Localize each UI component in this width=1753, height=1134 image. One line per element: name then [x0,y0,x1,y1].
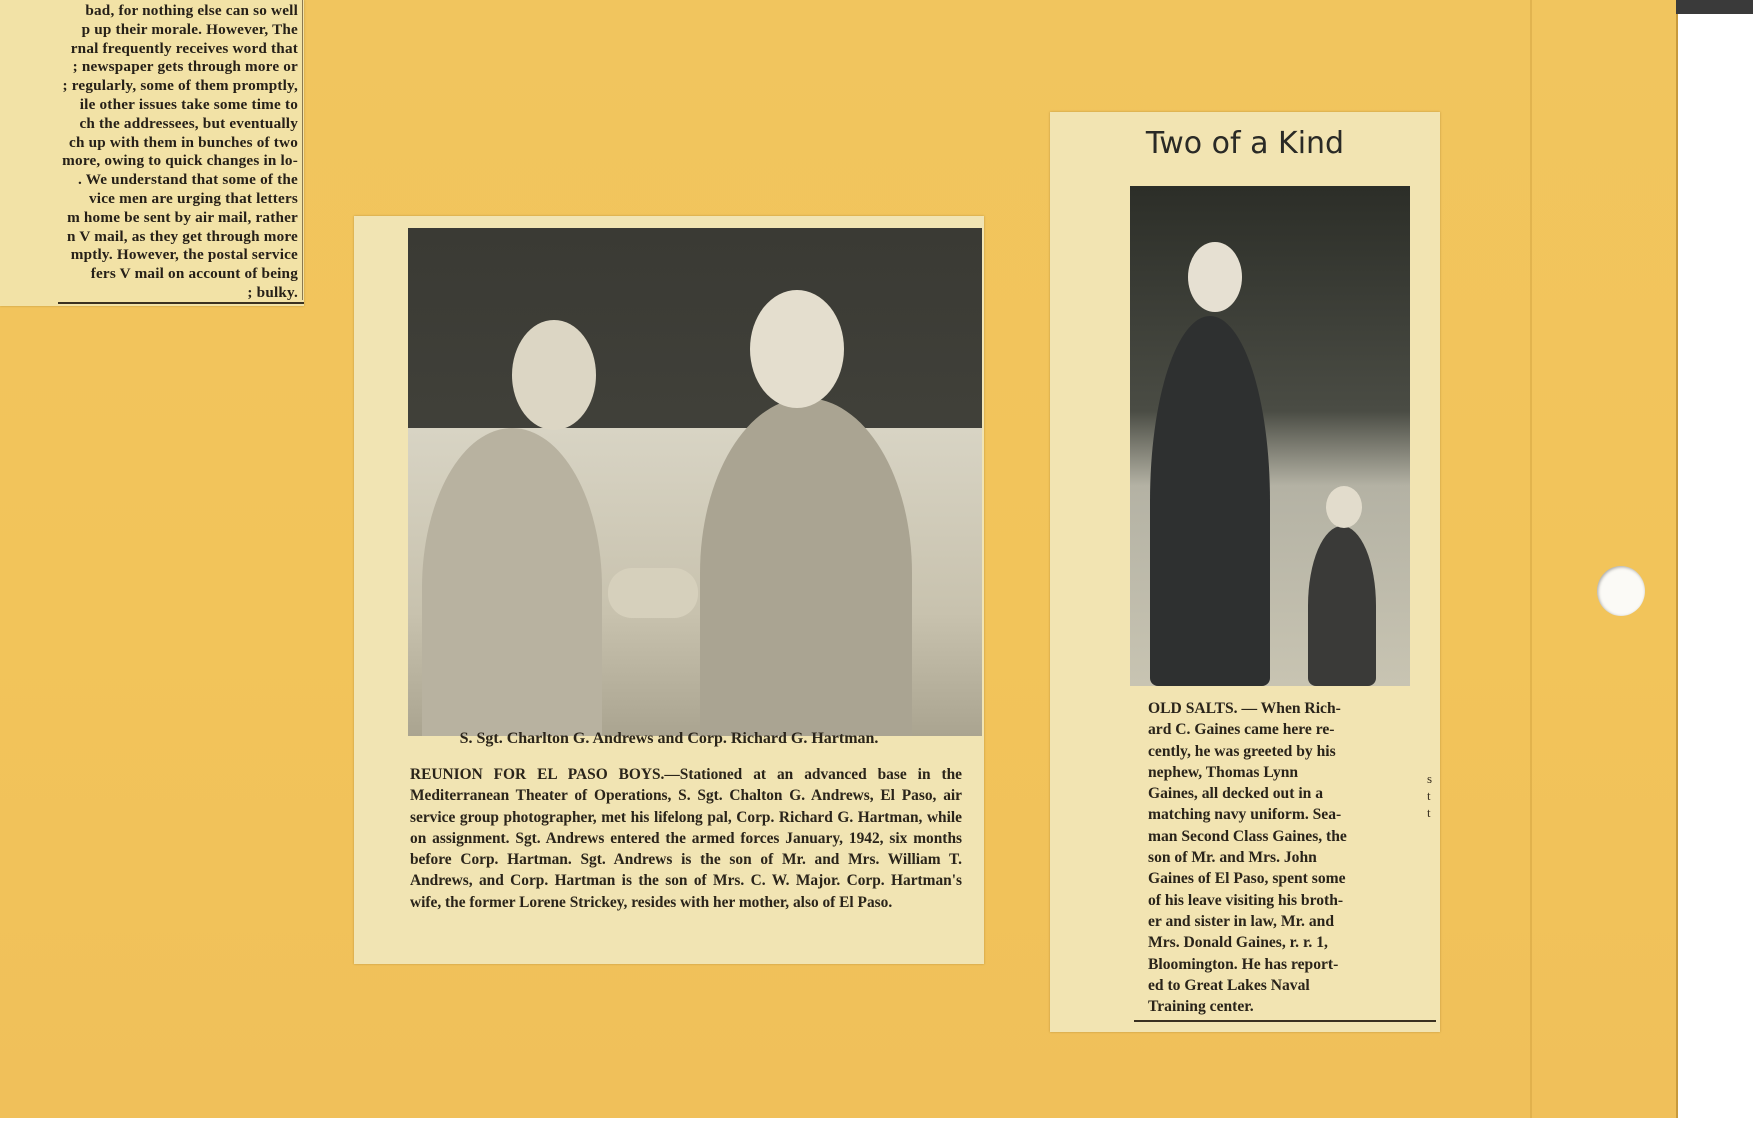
soldier-left-head [512,320,596,430]
clipping-body-line: nephew, Thomas Lynn [1148,763,1299,781]
handshake [608,568,698,618]
column-text-line: ; bulky. [247,283,298,301]
sailor-child-head [1326,486,1362,528]
clipping-body-line: man Second Class Gaines, the [1148,827,1347,845]
two-of-a-kind-clipping [1050,112,1440,1032]
reunion-photo [408,228,982,736]
clipping-body [1148,698,1398,1017]
column-text-line: vice men are urging that letters [89,189,298,207]
column-text-line: mptly. However, the postal service [70,246,298,264]
scan-bottom-margin [0,1118,1753,1134]
column-text-line: ch up with them in bunches of two [69,133,298,151]
column-text-line: . We understand that some of the [77,171,298,189]
column-text [0,2,298,303]
column-text-line: m home be sent by air mail, rather [67,208,298,226]
photo-caption: S. Sgt. Charlton G. Andrews and Corp. Richard G. Hartman. [459,730,879,747]
column-text-line: bad, for nothing else can so well [85,2,298,19]
sailors-photo [1130,186,1410,686]
column-end-rule [58,302,304,304]
torn-clipping-stub: s t t [1427,771,1433,820]
column-text-line: fers V mail on account of being [90,265,298,283]
clipping-body-line: cently, he was greeted by his [1148,742,1336,760]
soldier-left [422,428,602,736]
clipping-body-line: Bloomington. He has report- [1148,955,1339,973]
soldier-right [700,398,912,736]
column-text-line: ile other issues take some time to [79,95,298,113]
sailor-adult-head [1188,242,1242,312]
column-divider [302,0,303,300]
scan-edge-bar [1676,0,1753,14]
clipping-body-line: OLD SALTS. — When Rich- [1148,700,1341,717]
reunion-story: REUNION FOR EL PASO BOYS.—Stationed at an advanced base in the Mediterranean Theater of Operations, S. Sgt. Chalton G. Andrews, El Paso, air service group photographer, met his lifelong pal, Corp. Richard G. Hartman, while on assignment. Sgt. Andrews entered the armed forces January, 1942, six months before Corp. Hartman. Sgt. Andrews is the son of Mr. and Mrs. William T. Andrews, and Corp. Hartman is the son of Mrs. C. W. Major. Corp. Hartman's wife, the former Lorene Strickey, resides with her mother, also of El Paso. [410,766,966,911]
sailor-adult [1150,316,1270,686]
clipping-body-line: Gaines of El Paso, spent some [1148,870,1346,888]
column-text-line: p up their morale. However, The [81,20,298,38]
clipping-body-line: matching navy uniform. Sea- [1148,806,1342,824]
clipping-body-line: er and sister in law, Mr. and [1148,912,1334,930]
column-text-line: ; regularly, some of them promptly, [62,77,298,95]
clipping-body-line: Gaines, all decked out in a [1148,785,1324,803]
newspaper-column-clipping [0,0,304,306]
column-text-line: rnal frequently receives word that [70,39,298,57]
column-text-line: ; newspaper gets through more or [72,58,298,76]
clipping-body-line: Mrs. Donald Gaines, r. r. 1, [1148,934,1328,952]
soldier-right-head [750,290,844,408]
column-text-line: ch the addressees, but eventually [79,114,298,132]
clipping-body-line: son of Mr. and Mrs. John [1148,849,1317,867]
clipping-headline: Two of a Kind [1145,126,1345,161]
column-text-line: more, owing to quick changes in lo- [62,152,298,170]
page-fold-line [1530,0,1532,1118]
clipping-body-line: ard C. Gaines came here re- [1148,721,1335,739]
clipping-body-line: ed to Great Lakes Naval [1148,976,1310,994]
reunion-clipping [354,216,984,964]
clipping-end-rule [1134,1020,1436,1022]
column-text-line: n V mail, as they get through more [67,227,298,245]
clipping-body-line: of his leave visiting his broth- [1148,891,1344,909]
binder-punch-hole [1597,566,1645,616]
clipping-body-line: Training center. [1148,998,1254,1016]
sailor-child [1308,526,1376,686]
